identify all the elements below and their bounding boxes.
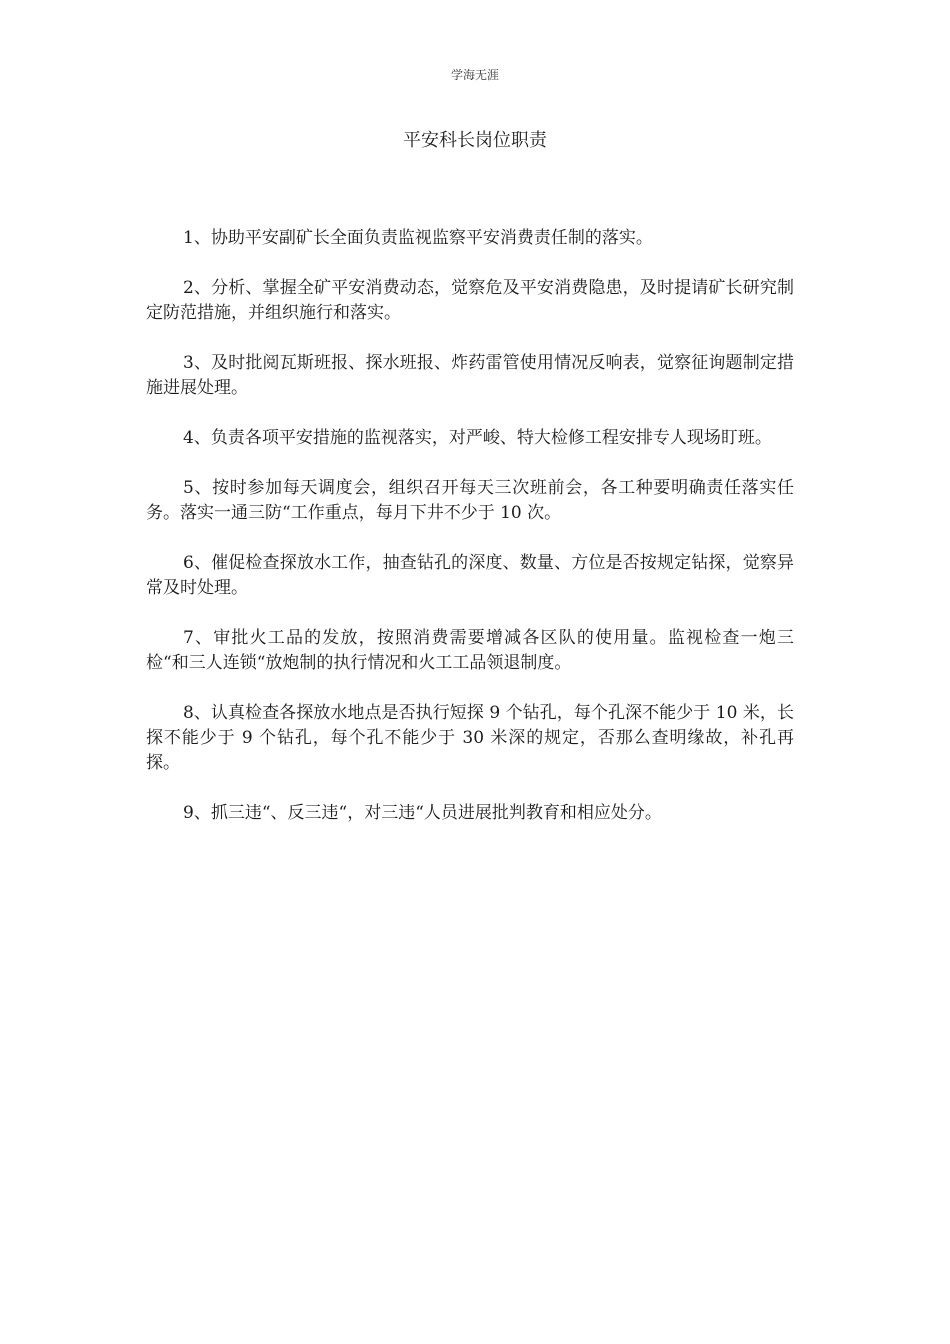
paragraph-4: 4、负责各项平安措施的监视落实，对严峻、特大检修工程安排专人现场盯班。 [183, 428, 772, 448]
paragraph-7: 7、审批火工品的发放，按照消费需要增减各区队的使用量。监视检查一炮三检“和三人连锁“放炮制的执行情况和火工工品领退制度。 [146, 628, 794, 673]
paragraph-2: 2、分析、掌握全矿平安消费动态，觉察危及平安消费隐患，及时提请矿长研究制定防范措施，并组织施行和落实。 [146, 278, 794, 323]
paragraph-3: 3、及时批阅瓦斯班报、探水班报、炸药雷管使用情况反响表，觉察征询题制定措施进展处理。 [146, 353, 794, 398]
paragraph-1: 1、协助平安副矿长全面负责监视监察平安消费责任制的落实。 [183, 228, 653, 248]
document-body [146, 226, 794, 851]
paragraph-8: 8、认真检查各探放水地点是否执行短探 9 个钻孔，每个孔深不能少于 10 米，长探不能少于 9 个钻孔，每个孔不能少于 30 米深的规定，否那么查明缘故，补孔再探。 [146, 703, 794, 773]
document-title: 平安科长岗位职责 [403, 130, 547, 151]
page-header: 学海无涯 [450, 68, 499, 82]
paragraph-6: 6、催促检查探放水工作，抽查钻孔的深度、数量、方位是否按规定钻探，觉察异常及时处理。 [146, 553, 794, 598]
paragraph-5: 5、按时参加每天调度会，组织召开每天三次班前会，各工种要明确责任落实任务。落实一通三防“工作重点，每月下井不少于 10 次。 [146, 478, 794, 523]
paragraph-9: 9、抓三违“、反三违“，对三违“人员进展批判教育和相应处分。 [183, 803, 662, 823]
